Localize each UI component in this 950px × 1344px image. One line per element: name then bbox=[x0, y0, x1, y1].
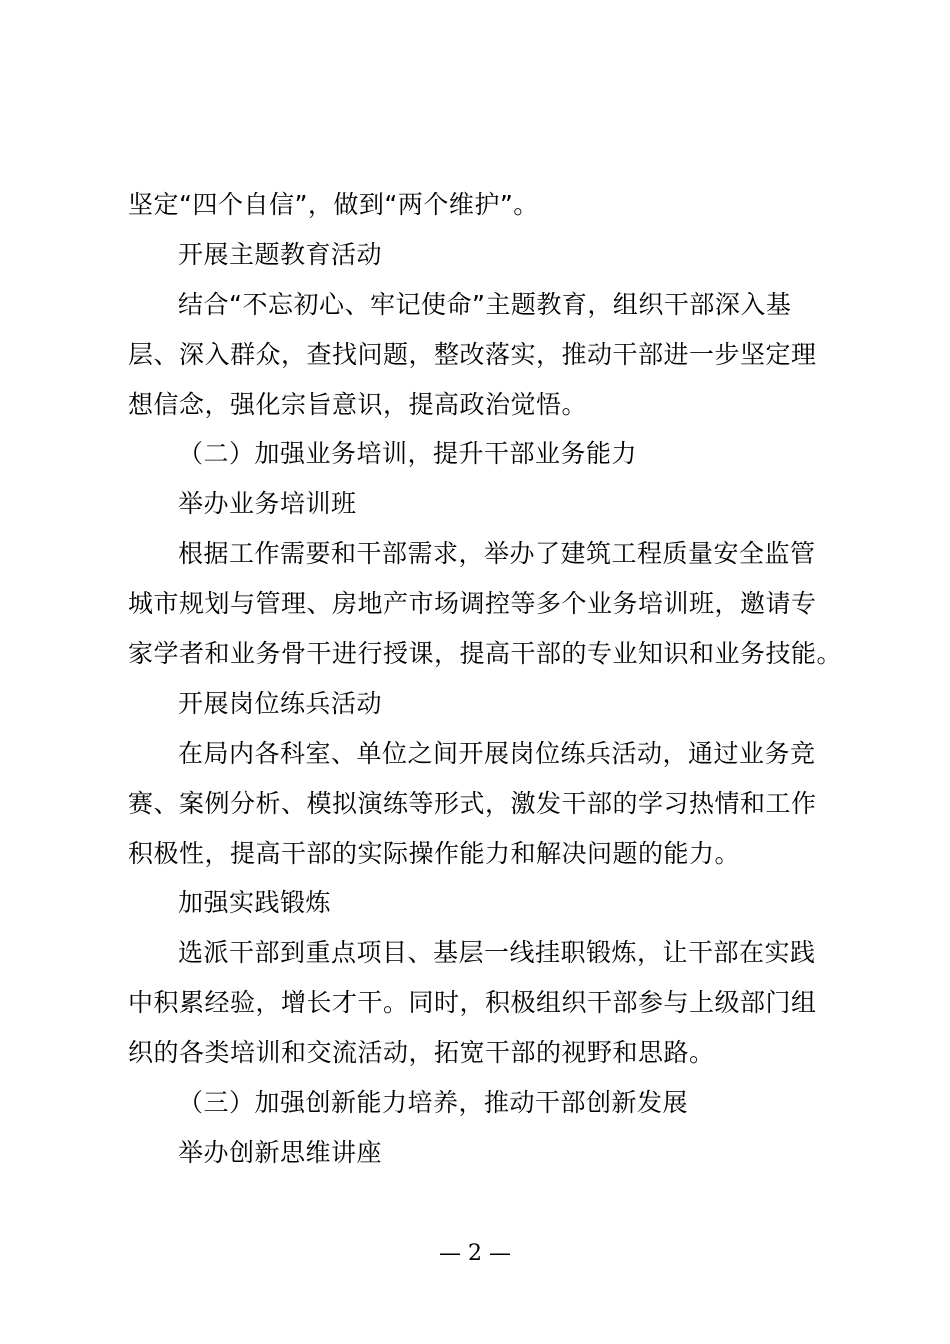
body-text-line: 想信念，强化宗旨意识，提高政治觉悟。 bbox=[128, 390, 588, 419]
subheading: 开展岗位练兵活动 bbox=[178, 689, 383, 718]
page-number: — 2 — bbox=[439, 1241, 511, 1266]
body-text-line: 赛、案例分析、模拟演练等形式，激发干部的学习热情和工作 bbox=[128, 789, 817, 818]
body-text-line: 中积累经验，增长才干。同时，积极组织干部参与上级部门组 bbox=[128, 988, 817, 1017]
body-text-line: 织的各类培训和交流活动，拓宽干部的视野和思路。 bbox=[128, 1038, 715, 1067]
section-heading: （二）加强业务培训，提升干部业务能力 bbox=[178, 439, 638, 468]
subheading: 举办创新思维讲座 bbox=[178, 1138, 383, 1167]
body-text-line: 层、深入群众，查找问题，整改落实，推动干部进一步坚定理 bbox=[128, 340, 817, 369]
body-text-line: 选派干部到重点项目、基层一线挂职锻炼，让干部在实践 bbox=[178, 938, 816, 967]
body-text-line: 城市规划与管理、房地产市场调控等多个业务培训班，邀请专 bbox=[128, 589, 817, 618]
body-text-line: 积极性，提高干部的实际操作能力和解决问题的能力。 bbox=[128, 839, 741, 868]
body-text-line: 坚定“四个自信”，做到“两个维护”。 bbox=[128, 190, 539, 219]
body-text-line: 家学者和业务骨干进行授课，提高干部的专业知识和业务技能。 bbox=[128, 639, 843, 668]
body-text-line: 结合“不忘初心、牢记使命”主题教育，组织干部深入基 bbox=[178, 290, 792, 319]
section-heading: （三）加强创新能力培养，推动干部创新发展 bbox=[178, 1088, 689, 1117]
body-text-line: 根据工作需要和干部需求，举办了建筑工程质量安全监管 bbox=[178, 539, 816, 568]
subheading: 加强实践锻炼 bbox=[178, 888, 332, 917]
subheading: 开展主题教育活动 bbox=[178, 240, 383, 269]
body-text-line: 在局内各科室、单位之间开展岗位练兵活动，通过业务竞 bbox=[178, 739, 816, 768]
subheading: 举办业务培训班 bbox=[178, 489, 357, 518]
